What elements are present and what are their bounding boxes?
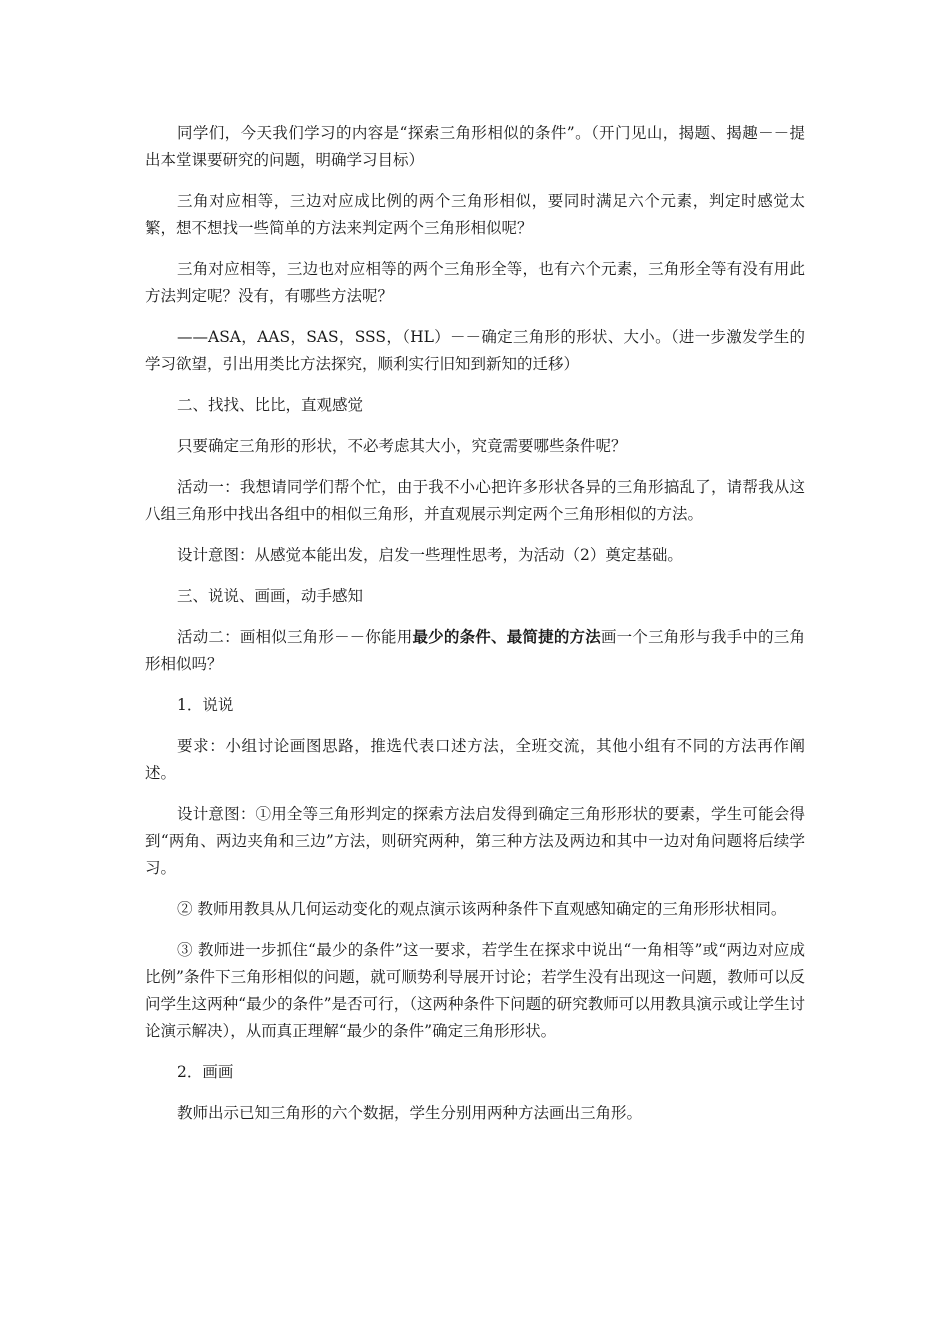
paragraph-design-intent-1: 设计意图：从感觉本能出发，启发一些理性思考，为活动（2）奠定基础。 <box>177 546 683 564</box>
paragraph-requirements: 要求：小组讨论画图思路，推选代表口述方法，全班交流，其他小组有不同的方法再作阐述。 <box>145 737 805 782</box>
activity-2-suffix: 画一个三角形与我手中的三角形相似吗？ <box>145 628 805 673</box>
document-body <box>145 120 805 1141</box>
paragraph-draw-task: 教师出示已知三角形的六个数据，学生分别用两种方法画出三角形。 <box>177 1104 643 1122</box>
paragraph-activity-1: 活动一：我想请同学们帮个忙，由于我不小心把许多形状各异的三角形搞乱了，请帮我从这八组三角形中找出各组中的相似三角形，并直观展示判定两个三角形相似的方法。 <box>145 478 805 523</box>
paragraph-minimal-conditions: ③ 教师进一步抓住“最少的条件”这一要求，若学生在探求中说出“一角相等”或“两边对应成比例”条件下三角形相似的问题，就可顺势利导展开讨论；若学生没有出现这一问题，教师可以反问学生这两种“最少的条件”是否可行，（这两种条件下问题的研究教师可以用教具演示或让学生讨论演示解决），从而真正理解“最少的条件”确定三角形形状。 <box>145 941 805 1040</box>
paragraph-design-intent-2: 设计意图：①用全等三角形判定的探索方法启发得到确定三角形形状的要素，学生可能会得到“两角、两边夹角和三边”方法，则研究两种，第三种方法及两边和其中一边对角问题将后续学习。 <box>145 805 805 877</box>
paragraph-teacher-demo: ② 教师用教具从几何运动变化的观点演示该两种条件下直观感知确定的三角形形状相同。 <box>177 900 787 918</box>
paragraph-intro: 同学们，今天我们学习的内容是“探索三角形相似的条件”。（开门见山，揭题、揭趣－－提出本堂课要研究的问题，明确学习目标） <box>145 124 805 169</box>
section-heading-3: 三、说说、画画，动手感知 <box>177 587 364 605</box>
paragraph-activity-2 <box>145 624 805 678</box>
subheading-draw: 2．画画 <box>177 1063 234 1081</box>
activity-2-emphasis: 最少的条件、最简捷的方法 <box>412 628 601 646</box>
paragraph-similarity-conditions: 三角对应相等，三边对应成比例的两个三角形相似，要同时满足六个元素，判定时感觉太繁，想不想找一些简单的方法来判定两个三角形相似呢？ <box>145 192 805 237</box>
subheading-speak: 1．说说 <box>177 696 234 714</box>
paragraph-congruence-methods: ——ASA，AAS，SAS，SSS，（HL）－－确定三角形的形状、大小。（进一步激发学生的学习欲望，引出用类比方法探究，顺利实行旧知到新知的迁移） <box>145 328 805 373</box>
activity-2-prefix: 活动二：画相似三角形－－你能用 <box>177 628 413 646</box>
section-heading-2: 二、找找、比比，直观感觉 <box>177 396 364 414</box>
paragraph-congruence-question: 三角对应相等，三边也对应相等的两个三角形全等，也有六个元素，三角形全等有没有用此方法判定呢？没有，有哪些方法呢？ <box>145 260 805 305</box>
paragraph-shape-question: 只要确定三角形的形状，不必考虑其大小，究竟需要哪些条件呢？ <box>177 437 627 455</box>
